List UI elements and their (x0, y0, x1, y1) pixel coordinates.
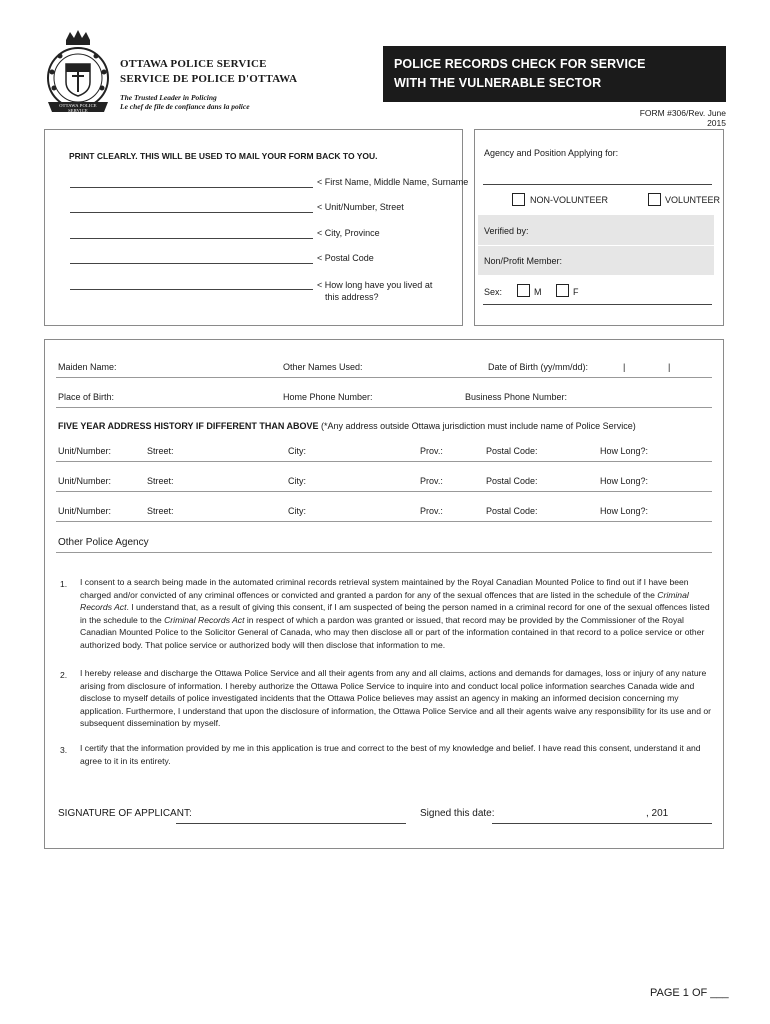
sex-male-checkbox[interactable] (517, 284, 530, 297)
history-street-label: Street: (147, 476, 174, 486)
duration-line[interactable] (70, 289, 313, 290)
street-line[interactable] (70, 212, 313, 213)
tagline-fr: Le chef de file de confiance dans la police (120, 102, 250, 111)
non-profit-label: Non/Profit Member: (484, 256, 563, 266)
volunteer-label: VOLUNTEER (665, 195, 721, 205)
history-howlong-label: How Long?: (600, 476, 649, 486)
history-row-line (56, 461, 712, 462)
maiden-name-label: Maiden Name: (58, 362, 117, 372)
signature-label: SIGNATURE OF APPLICANT: (58, 808, 192, 819)
consent-2-text: I hereby release and discharge the Ottawa Police Service and all their agents from any and all claims, actions and demands for damages, loss or injury of any nature arising from disclosure of information. I hereby authorize the Ottawa Police Service to inquire into and conduct local police information searches Canada wide and disclose to myself details of police investigated incidents that the Ottawa Police believes may assist an agency in making an informed decision concerning my application. Furthermore, I understand that upon the disclosure of information, the Ottawa Police Service and all their agents waive any responsibility for its use and or subsequent dissemination by myself. (80, 668, 712, 729)
consent-1-part2: . I understand that, as a result of giving this consent, if I am suspected of being the person named in a criminal record for one of the sexual offences listed in the schedule to the (80, 602, 710, 625)
history-unit-label: Unit/Number: (58, 476, 112, 486)
postal-code-field-label: < Postal Code (317, 253, 374, 263)
city-field-label: < City, Province (317, 228, 380, 238)
dob-separator-1: | (623, 362, 626, 372)
signed-date-label: Signed this date: (420, 808, 495, 819)
other-names-label: Other Names Used: (283, 362, 363, 372)
history-unit-label: Unit/Number: (58, 506, 112, 516)
police-crest-logo (40, 28, 116, 120)
volunteer-checkbox[interactable] (648, 193, 661, 206)
place-of-birth-label: Place of Birth: (58, 392, 115, 402)
consent-1-number: 1. (60, 579, 68, 589)
duration-field-label-2: this address? (325, 292, 379, 302)
org-name-en: OTTAWA POLICE SERVICE (120, 58, 267, 70)
history-prov-label: Prov.: (420, 476, 443, 486)
name-field-label: < First Name, Middle Name, Surname (317, 177, 469, 187)
home-phone-label: Home Phone Number: (283, 392, 373, 402)
history-row-line (56, 521, 712, 522)
form-number: FORM #306/Rev. June 2015 (639, 108, 726, 128)
history-city-label: City: (288, 476, 306, 486)
street-field-label: < Unit/Number, Street (317, 202, 404, 212)
non-volunteer-label: NON-VOLUNTEER (530, 195, 609, 205)
page-number: PAGE 1 OF ___ (650, 987, 729, 999)
postal-code-line[interactable] (70, 263, 313, 264)
history-prov-label: Prov.: (420, 506, 443, 516)
consent-3-text: I certify that the information provided by me in this application is true and correct to the best of my knowledge and belief. I have read this consent, understand it and agree to it in its entirety. (80, 743, 701, 766)
history-prov-label: Prov.: (420, 446, 443, 456)
history-city-label: City: (288, 506, 306, 516)
name-line[interactable] (70, 187, 313, 188)
form-title-line1: POLICE RECORDS CHECK FOR SERVICE (394, 57, 646, 71)
dob-separator-2: | (668, 362, 671, 372)
duration-field-label: < How long have you lived at (317, 280, 433, 290)
consent-1-italic1: Criminal Records Act (80, 589, 689, 613)
history-postal-label: Postal Code: (486, 476, 538, 486)
address-history-title: FIVE YEAR ADDRESS HISTORY IF DIFFERENT THAN ABOVE (58, 421, 319, 431)
consent-1-part3: in respect of which a pardon was granted or issued, that record may be provided by the Commissioner of the Royal Canadian Mounted Police to the Solicitor General of Canada, who may then disclose all or part of the information contained in that record to a police service or other authorized body. That police service or authorized body will then disclose that information to me. (80, 614, 705, 650)
consent-2-number: 2. (60, 670, 68, 680)
tagline-en: The Trusted Leader in Policing (120, 93, 217, 102)
history-row-line (56, 491, 712, 492)
signed-year-label: , 201 (646, 808, 669, 819)
consent-1-italic2: Criminal Records Act (164, 614, 245, 625)
other-police-agency-line[interactable] (56, 552, 712, 553)
other-police-agency-label: Other Police Agency (58, 537, 149, 548)
verified-by-label: Verified by: (484, 226, 529, 236)
history-city-label: City: (288, 446, 306, 456)
sex-male-label: M (534, 287, 542, 297)
history-howlong-label: How Long?: (600, 506, 649, 516)
history-unit-label: Unit/Number: (58, 446, 112, 456)
agency-position-label: Agency and Position Applying for: (484, 148, 619, 158)
sex-label: Sex: (484, 287, 503, 297)
signature-line[interactable] (176, 823, 406, 824)
signed-date-line[interactable] (492, 823, 712, 824)
crest-banner-text: OTTAWA POLICE SERVICE (59, 103, 97, 113)
business-phone-label: Business Phone Number: (465, 392, 568, 402)
history-street-label: Street: (147, 506, 174, 516)
agency-position-line[interactable] (483, 184, 712, 185)
consent-1-part1: I consent to a search being made in the automated criminal records retrieval system maintained by the Royal Canadian Mounted Police to find out if I have been charged and/or convicted of any criminal offences or convicted and granted a pardon for any of the sexual offences that are listed in the schedule of the (80, 577, 689, 600)
sex-line (483, 304, 712, 305)
row2-line[interactable] (56, 407, 712, 408)
consent-3-number: 3. (60, 745, 68, 755)
address-history-note: (*Any address outside Ottawa jurisdiction must include name of Police Service) (321, 421, 636, 431)
row1-line[interactable] (56, 377, 712, 378)
print-clearly-instruction: PRINT CLEARLY. THIS WILL BE USED TO MAIL YOUR FORM BACK TO YOU. (69, 151, 378, 161)
sex-female-checkbox[interactable] (556, 284, 569, 297)
history-postal-label: Postal Code: (486, 446, 538, 456)
city-line[interactable] (70, 238, 313, 239)
consent-1-text (80, 576, 712, 652)
history-howlong-label: How Long?: (600, 446, 649, 456)
address-history-heading (58, 421, 636, 432)
sex-female-label: F (573, 287, 579, 297)
dob-label: Date of Birth (yy/mm/dd): (488, 362, 589, 372)
history-postal-label: Postal Code: (486, 506, 538, 516)
title-banner (383, 46, 726, 102)
non-volunteer-checkbox[interactable] (512, 193, 525, 206)
org-name-fr: SERVICE DE POLICE D'OTTAWA (120, 73, 298, 85)
form-title-line2: WITH THE VULNERABLE SECTOR (394, 76, 602, 90)
history-street-label: Street: (147, 446, 174, 456)
